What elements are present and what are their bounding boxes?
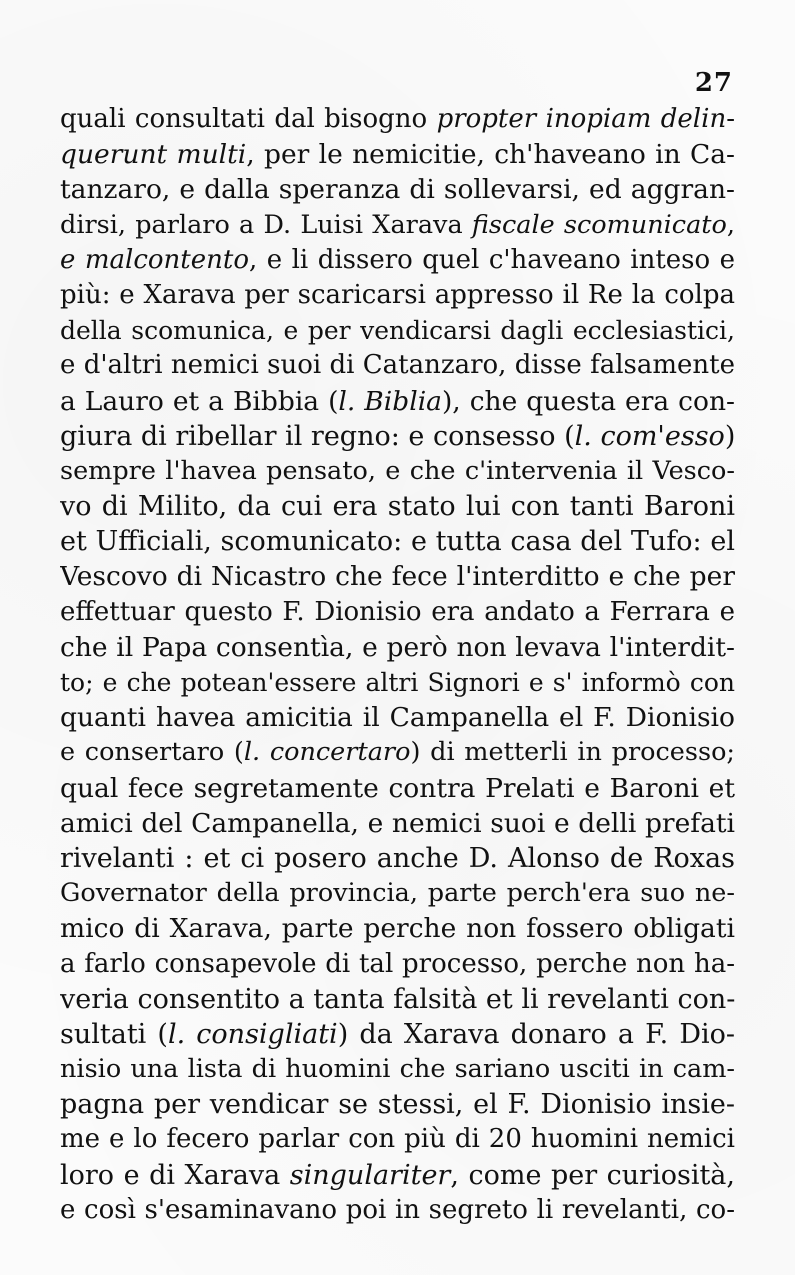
text-line: vo di Milito, da cui era stato lui con tanti Baroni bbox=[60, 491, 735, 523]
text-line: loro e di Xarava singulariter, come per curiosità, bbox=[60, 1159, 735, 1191]
text-line: nisio una lista di huomini che sariano usciti in cam- bbox=[60, 1054, 735, 1085]
body-text bbox=[60, 102, 735, 1228]
page-number: 27 bbox=[694, 68, 733, 98]
text-line: della scomunica, e per vendicarsi dagli ecclesiastici, bbox=[60, 316, 735, 346]
text-line: qual fece segretamente contra Prelati e Baroni et bbox=[60, 772, 735, 804]
text-line: e malcontento, e li dissero quel c'haveano inteso e bbox=[60, 244, 735, 275]
text-line: sultati (l. consigliati) da Xarava donaro a F. Dio- bbox=[60, 1018, 735, 1050]
text-line: giura di ribellar il regno: e consesso (l. com'esso) bbox=[60, 420, 735, 452]
text-line: tanzaro, e dalla speranza di sollevarsi, ed aggran- bbox=[60, 174, 735, 206]
text-line: et Ufficiali, scomunicato: e tutta casa del Tufo: el bbox=[60, 526, 735, 558]
text-line: mico di Xarava, parte perche non fossero obligati bbox=[60, 913, 735, 945]
text-line: a Lauro et a Bibbia (l. Biblia), che questa era con- bbox=[60, 385, 735, 417]
text-line: pagna per vendicar se stessi, el F. Dionisio insie- bbox=[60, 1089, 735, 1121]
text-line: querunt multi, per le nemicitie, ch'haveano in Ca- bbox=[60, 139, 735, 171]
text-line: Governator della provincia, parte perch'era suo ne- bbox=[60, 878, 735, 909]
text-line: Vescovo di Nicastro che fece l'interditto e che per bbox=[60, 561, 735, 593]
text-line: dirsi, parlaro a D. Luisi Xarava fiscale scomunicato, bbox=[60, 209, 735, 240]
text-line: to; e che potean'essere altri Signori e s' informò con bbox=[60, 668, 735, 697]
text-line: e consertaro (l. concertaro) di metterli in processo; bbox=[60, 737, 735, 768]
text-line: e d'altri nemici suoi di Catanzaro, disse falsamente bbox=[60, 350, 735, 381]
text-line: sempre l'havea pensato, e che c'intervenia il Vesco- bbox=[60, 455, 735, 486]
text-line: effettuar questo F. Dionisio era andato a Ferrara e bbox=[60, 596, 735, 627]
text-line: e così s'esaminavano poi in segreto li revelanti, co- bbox=[60, 1194, 735, 1225]
text-line: veria consentito a tanta falsità et li revelanti con- bbox=[60, 983, 735, 1015]
text-line: me e lo fecero parlar con più di 20 huomini nemici bbox=[60, 1124, 735, 1155]
text-line: rivelanti : et ci posero anche D. Alonso de Roxas bbox=[60, 842, 735, 874]
text-line: quali consultati dal bisogno propter inopiam delin- bbox=[60, 104, 735, 134]
text-line: a farlo consapevole di tal processo, perche non ha- bbox=[60, 948, 735, 979]
text-line: quanti havea amicitia il Campanella el F. Dionisio bbox=[60, 702, 735, 734]
text-line: più: e Xarava per scaricarsi appresso il Re la colpa bbox=[60, 279, 735, 310]
text-line: che il Papa consentìa, e però non levava l'interdit- bbox=[60, 631, 735, 663]
text-line: amici del Campanella, e nemici suoi e delli prefati bbox=[60, 807, 735, 839]
